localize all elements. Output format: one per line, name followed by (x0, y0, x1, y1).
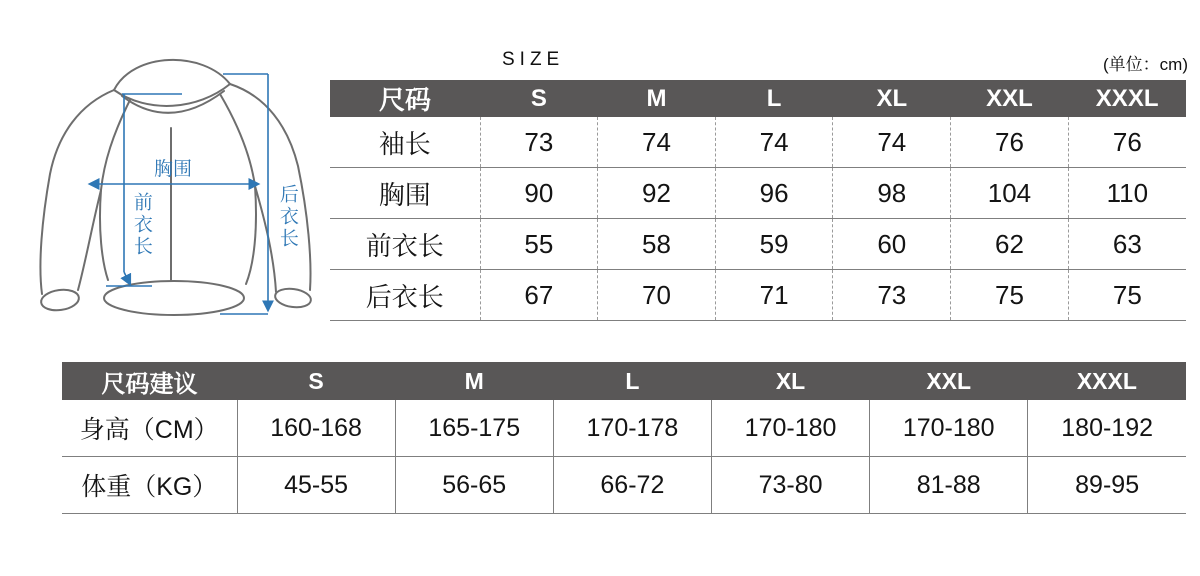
cell: 104 (951, 168, 1069, 219)
left-cuff (40, 287, 80, 312)
suggestion-header-cell: M (395, 362, 553, 400)
table-row (330, 117, 1186, 168)
left-raglan-seam (101, 100, 130, 190)
cell: 58 (598, 219, 716, 270)
cell: 75 (951, 270, 1069, 321)
size-table (330, 80, 1186, 321)
size-table-header-cell: L (715, 80, 833, 117)
size-table-header-cell: XL (833, 80, 951, 117)
back-length-label: 后衣长 (276, 184, 298, 250)
cell: 170-180 (870, 400, 1028, 457)
cell: 90 (480, 168, 598, 219)
size-table-header-row (330, 80, 1186, 117)
cell: 66-72 (553, 457, 711, 514)
row-label: 胸围 (330, 168, 480, 219)
size-table-header-cell: M (598, 80, 716, 117)
cell: 96 (715, 168, 833, 219)
size-table-header-cell: 尺码 (330, 80, 480, 117)
size-chart-title: SIZE (502, 49, 565, 70)
cell: 76 (951, 117, 1069, 168)
cell: 74 (715, 117, 833, 168)
right-raglan-seam (220, 94, 255, 186)
suggestion-header-cell: XXXL (1028, 362, 1186, 400)
table-row (62, 400, 1186, 457)
table-row (330, 270, 1186, 321)
right-cuff (274, 287, 312, 310)
cell: 59 (715, 219, 833, 270)
size-table-header-cell: XXXL (1068, 80, 1186, 117)
row-label: 前衣长 (330, 219, 480, 270)
cell: 170-178 (553, 400, 711, 457)
cell: 74 (833, 117, 951, 168)
suggestion-header-cell: S (237, 362, 395, 400)
cell: 45-55 (237, 457, 395, 514)
jacket-diagram-svg (18, 34, 320, 356)
size-table-header-cell: XXL (951, 80, 1069, 117)
cell: 160-168 (237, 400, 395, 457)
collar-outer (114, 60, 230, 90)
front-length-arrow (124, 272, 130, 284)
table-row (330, 168, 1186, 219)
cell: 70 (598, 270, 716, 321)
cell: 74 (598, 117, 716, 168)
left-sleeve-inner (78, 190, 101, 290)
chest-measure-label: 胸围 (154, 159, 193, 180)
row-label: 身高（CM） (62, 400, 237, 457)
size-suggestion-table (62, 362, 1186, 514)
suggestion-header-cell: L (553, 362, 711, 400)
jacket-diagram (18, 34, 320, 356)
cell: 165-175 (395, 400, 553, 457)
jacket-outline (40, 60, 312, 315)
unit-note: (单位：cm) (1103, 55, 1188, 74)
cell: 67 (480, 270, 598, 321)
cell: 62 (951, 219, 1069, 270)
cell: 92 (598, 168, 716, 219)
cell: 55 (480, 219, 598, 270)
cell: 73-80 (711, 457, 869, 514)
row-label: 袖长 (330, 117, 480, 168)
right-sleeve-outer (230, 84, 311, 290)
cell: 71 (715, 270, 833, 321)
cell: 73 (833, 270, 951, 321)
suggestion-header-cell: XL (711, 362, 869, 400)
cell: 60 (833, 219, 951, 270)
cell: 73 (480, 117, 598, 168)
cell: 170-180 (711, 400, 869, 457)
table-row (330, 219, 1186, 270)
size-table-header-cell: S (480, 80, 598, 117)
cell: 81-88 (870, 457, 1028, 514)
cell: 89-95 (1028, 457, 1186, 514)
right-sleeve-inner (255, 186, 276, 292)
cell: 76 (1068, 117, 1186, 168)
row-label: 体重（KG） (62, 457, 237, 514)
suggestion-header-cell: 尺码建议 (62, 362, 237, 400)
suggestion-table-header-row (62, 362, 1186, 400)
body-left-seam (100, 190, 108, 280)
cell: 180-192 (1028, 400, 1186, 457)
cell: 63 (1068, 219, 1186, 270)
body-right-seam (246, 186, 256, 284)
suggestion-header-cell: XXL (870, 362, 1028, 400)
cell: 98 (833, 168, 951, 219)
cell: 110 (1068, 168, 1186, 219)
row-label: 后衣长 (330, 270, 480, 321)
cell: 56-65 (395, 457, 553, 514)
measurement-lines (90, 74, 268, 314)
table-row (62, 457, 1186, 514)
front-length-label: 前衣长 (130, 192, 152, 258)
cell: 75 (1068, 270, 1186, 321)
